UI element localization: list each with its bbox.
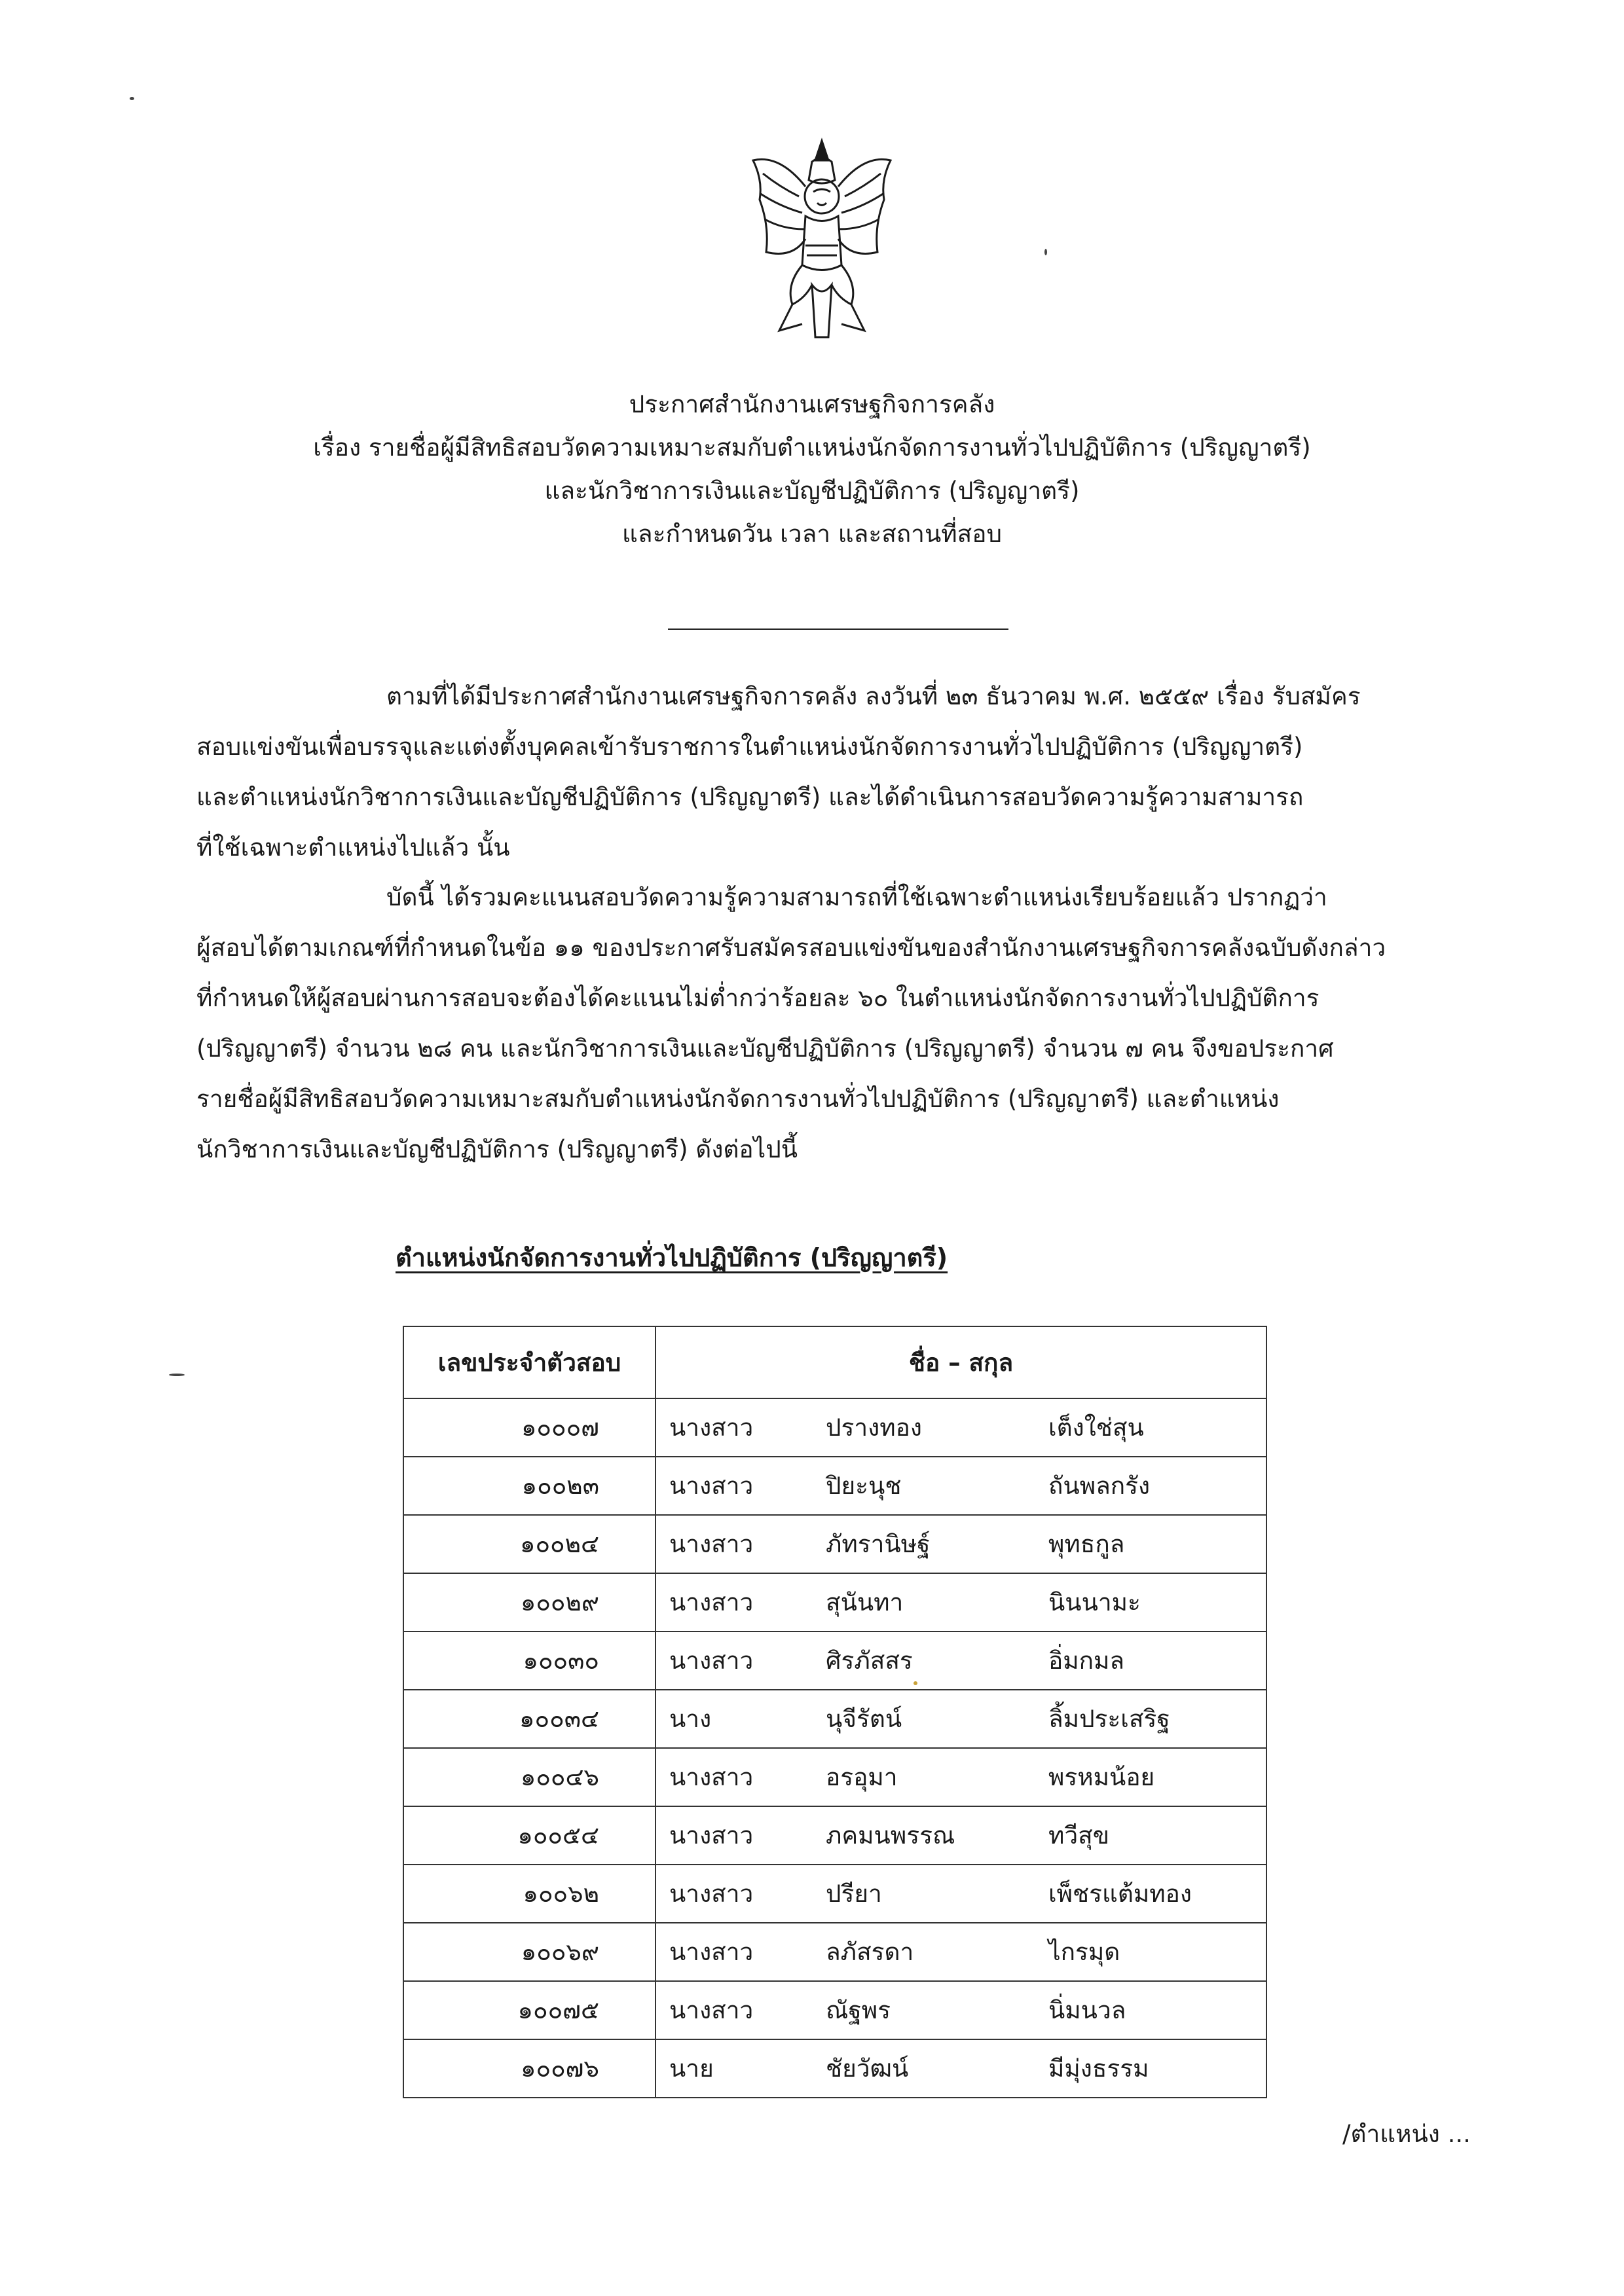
exam-id-cell: ๑๐๐๗๕ xyxy=(403,1981,655,2039)
first-name-cell: ณัฐพร xyxy=(813,1981,1035,2039)
section-heading: ตำแหน่งนักจัดการงานทั่วไปปฏิบัติการ (ปริญญาตรี) xyxy=(396,1243,948,1272)
title-line: และกำหนดวัน เวลา และสถานที่สอบ xyxy=(622,520,1002,548)
paragraph-line: ตามที่ได้มีประกาศสำนักงานเศรษฐกิจการคลัง ลงวันที่ ๒๓ ธันวาคม พ.ศ. ๒๕๕๙ เรื่อง รับสมัคร xyxy=(386,682,1361,710)
exam-id-cell: ๑๐๐๓๐ xyxy=(403,1631,655,1690)
paragraph-line: สอบแข่งขันเพื่อบรรจุและแต่งตั้งบุคคลเข้ารับราชการในตำแหน่งนักจัดการงานทั่วไปปฏิบัติการ (ปริญญาตรี) xyxy=(196,733,1303,761)
table-body xyxy=(403,1398,1266,2098)
header-exam-id: เลขประจำตัวสอบ xyxy=(403,1326,655,1398)
first-name-cell: ปิยะนุช xyxy=(813,1457,1035,1515)
table-row xyxy=(403,1631,1266,1690)
name-prefix-cell: นางสาว xyxy=(655,1806,813,1865)
table-row xyxy=(403,1981,1266,2039)
name-prefix-cell: นางสาว xyxy=(655,1398,813,1457)
exam-id-cell: ๑๐๐๕๔ xyxy=(403,1806,655,1865)
paragraph-line: ที่กำหนดให้ผู้สอบผ่านการสอบจะต้องได้คะแนนไม่ต่ำกว่าร้อยละ ๖๐ ในตำแหน่งนักจัดการงานทั่วไปปฏิบัติการ xyxy=(196,984,1320,1012)
garuda-emblem-icon xyxy=(740,134,904,350)
table-row xyxy=(403,1573,1266,1631)
table-row xyxy=(403,1865,1266,1923)
first-name-cell: ศิรภัสสร xyxy=(813,1631,1035,1690)
paragraph-announcement xyxy=(196,872,1493,1175)
last-name-cell: พรหมน้อย xyxy=(1035,1748,1266,1806)
title-line: เรื่อง รายชื่อผู้มีสิทธิสอบวัดความเหมาะสมกับตำแหน่งนักจัดการงานทั่วไปปฏิบัติการ (ปริญญาตรี) xyxy=(313,433,1311,462)
name-prefix-cell: นาง xyxy=(655,1690,813,1748)
title-divider xyxy=(668,629,1008,630)
last-name-cell: ไกรมุด xyxy=(1035,1923,1266,1981)
last-name-cell: ลิ้มประเสริฐ xyxy=(1035,1690,1266,1748)
table-row xyxy=(403,1923,1266,1981)
name-prefix-cell: นางสาว xyxy=(655,1748,813,1806)
paragraph-line: รายชื่อผู้มีสิทธิสอบวัดความเหมาะสมกับตำแหน่งนักจัดการงานทั่วไปปฏิบัติการ (ปริญญาตรี) และตำแหน่ง xyxy=(196,1085,1280,1113)
header-full-name: ชื่อ – สกุล xyxy=(655,1326,1266,1398)
paragraph-line: (ปริญญาตรี) จำนวน ๒๘ คน และนักวิชาการเงินและบัญชีปฏิบัติการ (ปริญญาตรี) จำนวน ๗ คน จึงขอประกาศ xyxy=(196,1034,1334,1063)
continuation-note: /ตำแหน่ง ... xyxy=(1342,2120,1471,2148)
first-name-cell: ปรางทอง xyxy=(813,1398,1035,1457)
name-prefix-cell: นางสาว xyxy=(655,1865,813,1923)
paragraph-line: ที่ใช้เฉพาะตำแหน่งไปแล้ว นั้น xyxy=(196,833,510,862)
table-header-row xyxy=(403,1326,1266,1398)
paragraph-line: บัดนี้ ได้รวมคะแนนสอบวัดความรู้ความสามารถที่ใช้เฉพาะตำแหน่งเรียบร้อยแล้ว ปรากฏว่า xyxy=(386,883,1327,911)
exam-id-cell: ๑๐๐๒๓ xyxy=(403,1457,655,1515)
name-prefix-cell: นางสาว xyxy=(655,1631,813,1690)
table-row xyxy=(403,1457,1266,1515)
last-name-cell: ถันพลกรัง xyxy=(1035,1457,1266,1515)
last-name-cell: มีมุ่งธรรม xyxy=(1035,2039,1266,2098)
paragraph-line: และตำแหน่งนักวิชาการเงินและบัญชีปฏิบัติการ (ปริญญาตรี) และได้ดำเนินการสอบวัดความรู้ความสามารถ xyxy=(196,783,1304,811)
paragraph-background xyxy=(196,671,1493,873)
paragraph-line: ผู้สอบได้ตามเกณฑ์ที่กำหนดในข้อ ๑๑ ของประกาศรับสมัครสอบแข่งขันของสำนักงานเศรษฐกิจการคลังฉบับดังกล่าว xyxy=(196,934,1386,962)
table-row xyxy=(403,1690,1266,1748)
exam-id-cell: ๑๐๐๖๙ xyxy=(403,1923,655,1981)
name-prefix-cell: นางสาว xyxy=(655,1981,813,2039)
scan-speck xyxy=(169,1374,185,1376)
exam-id-cell: ๑๐๐๐๗ xyxy=(403,1398,655,1457)
first-name-cell: อรอุมา xyxy=(813,1748,1035,1806)
paragraph-line: นักวิชาการเงินและบัญชีปฏิบัติการ (ปริญญาตรี) ดังต่อไปนี้ xyxy=(196,1135,798,1163)
first-name-cell: นุจีรัตน์ xyxy=(813,1690,1035,1748)
last-name-cell: นิ่มนวล xyxy=(1035,1981,1266,2039)
table-row xyxy=(403,1748,1266,1806)
table-row xyxy=(403,1515,1266,1573)
name-prefix-cell: นางสาว xyxy=(655,1573,813,1631)
first-name-cell: ภคมนพรรณ xyxy=(813,1806,1035,1865)
scan-speck xyxy=(913,1681,917,1685)
title-line: ประกาศสำนักงานเศรษฐกิจการคลัง xyxy=(629,390,995,418)
first-name-cell: ชัยวัฒน์ xyxy=(813,2039,1035,2098)
name-prefix-cell: นางสาว xyxy=(655,1923,813,1981)
candidate-table xyxy=(403,1326,1267,2098)
table-row xyxy=(403,1398,1266,1457)
last-name-cell: อิ่มกมล xyxy=(1035,1631,1266,1690)
title-line: และนักวิชาการเงินและบัญชีปฏิบัติการ (ปริญญาตรี) xyxy=(544,477,1080,505)
first-name-cell: ลภัสรดา xyxy=(813,1923,1035,1981)
first-name-cell: ภัทรานิษฐ์ xyxy=(813,1515,1035,1573)
last-name-cell: เพ็ชรแต้มทอง xyxy=(1035,1865,1266,1923)
scan-speck xyxy=(130,97,134,100)
scan-speck xyxy=(1044,249,1047,255)
name-prefix-cell: นาย xyxy=(655,2039,813,2098)
name-prefix-cell: นางสาว xyxy=(655,1457,813,1515)
first-name-cell: สุนันทา xyxy=(813,1573,1035,1631)
exam-id-cell: ๑๐๐๒๔ xyxy=(403,1515,655,1573)
last-name-cell: เต็งใช่สุน xyxy=(1035,1398,1266,1457)
exam-id-cell: ๑๐๐๒๙ xyxy=(403,1573,655,1631)
last-name-cell: พุทธกูล xyxy=(1035,1515,1266,1573)
exam-id-cell: ๑๐๐๗๖ xyxy=(403,2039,655,2098)
table-row xyxy=(403,2039,1266,2098)
exam-id-cell: ๑๐๐๖๒ xyxy=(403,1865,655,1923)
last-name-cell: ทวีสุข xyxy=(1035,1806,1266,1865)
first-name-cell: ปรียา xyxy=(813,1865,1035,1923)
announcement-title xyxy=(0,383,1624,556)
last-name-cell: นินนามะ xyxy=(1035,1573,1266,1631)
name-prefix-cell: นางสาว xyxy=(655,1515,813,1573)
exam-id-cell: ๑๐๐๔๖ xyxy=(403,1748,655,1806)
table-row xyxy=(403,1806,1266,1865)
exam-id-cell: ๑๐๐๓๔ xyxy=(403,1690,655,1748)
